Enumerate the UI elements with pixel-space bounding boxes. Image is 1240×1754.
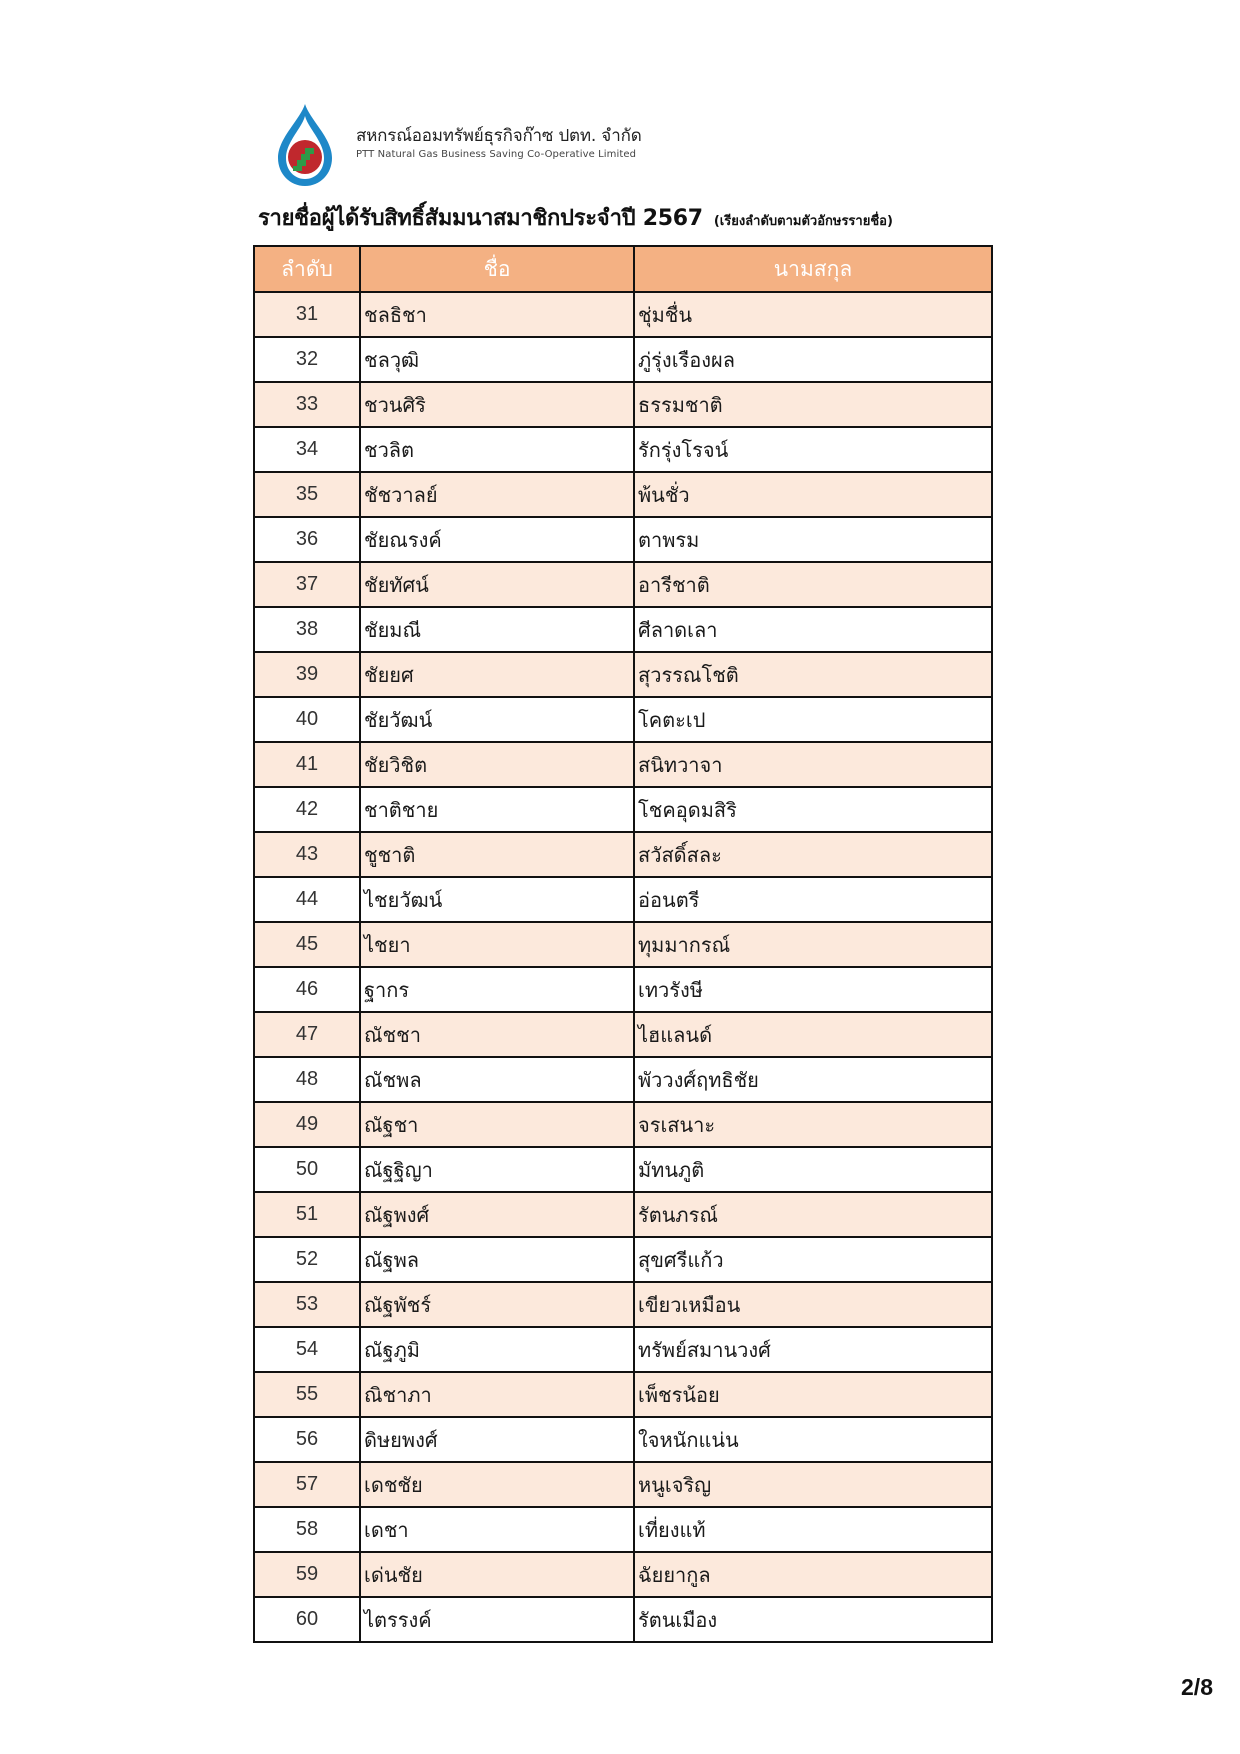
org-name-english: PTT Natural Gas Business Saving Co-Operative Limited: [356, 149, 637, 160]
table-row: [254, 1102, 992, 1147]
column-header-number: ลำดับ: [254, 246, 360, 292]
table-row: [254, 652, 992, 697]
table-row: [254, 1057, 992, 1102]
table-row: [254, 1417, 992, 1462]
member-roster-table: [253, 245, 993, 1643]
first-name-cell: ชลวุฒิ: [360, 337, 634, 382]
column-header-last-name: นามสกุล: [634, 246, 992, 292]
first-name-cell: เดชชัย: [360, 1462, 634, 1507]
first-name-cell: ชัยณรงค์: [360, 517, 634, 562]
table-row: [254, 337, 992, 382]
table-row: [254, 1597, 992, 1642]
first-name-cell: ณัฐภูมิ: [360, 1327, 634, 1372]
last-name-cell: รัตนเมือง: [634, 1597, 992, 1642]
document-title: [258, 200, 1018, 235]
row-number-cell: 43: [254, 832, 360, 877]
first-name-cell: ไชยวัฒน์: [360, 877, 634, 922]
first-name-cell: ณัชพล: [360, 1057, 634, 1102]
table-row: [254, 1147, 992, 1192]
first-name-cell: เด่นชัย: [360, 1552, 634, 1597]
row-number-cell: 38: [254, 607, 360, 652]
row-number-cell: 50: [254, 1147, 360, 1192]
table-row: [254, 1507, 992, 1552]
last-name-cell: ฉัยยากูล: [634, 1552, 992, 1597]
table-row: [254, 472, 992, 517]
last-name-cell: ใจหนักแน่น: [634, 1417, 992, 1462]
table-body: [254, 292, 992, 1642]
first-name-cell: ชัยทัศน์: [360, 562, 634, 607]
first-name-cell: ชัชวาลย์: [360, 472, 634, 517]
first-name-cell: ณัฐชา: [360, 1102, 634, 1147]
table-row: [254, 697, 992, 742]
org-header: [268, 100, 988, 192]
table-row: [254, 1327, 992, 1372]
row-number-cell: 42: [254, 787, 360, 832]
first-name-cell: ชัยมณี: [360, 607, 634, 652]
last-name-cell: พ้นชั่ว: [634, 472, 992, 517]
last-name-cell: สวัสดิ์สละ: [634, 832, 992, 877]
first-name-cell: ณัฐพงศ์: [360, 1192, 634, 1237]
cooperative-logo-icon: [272, 102, 338, 188]
last-name-cell: ตาพรม: [634, 517, 992, 562]
table-row: [254, 562, 992, 607]
table-row: [254, 1192, 992, 1237]
row-number-cell: 44: [254, 877, 360, 922]
first-name-cell: ไตรรงค์: [360, 1597, 634, 1642]
first-name-cell: ฐากร: [360, 967, 634, 1012]
table-row: [254, 517, 992, 562]
table-row: [254, 1552, 992, 1597]
column-header-first-name: ชื่อ: [360, 246, 634, 292]
first-name-cell: ชัยวัฒน์: [360, 697, 634, 742]
row-number-cell: 53: [254, 1282, 360, 1327]
first-name-cell: เดชา: [360, 1507, 634, 1552]
row-number-cell: 39: [254, 652, 360, 697]
table-row: [254, 742, 992, 787]
first-name-cell: ณัฐพล: [360, 1237, 634, 1282]
last-name-cell: พัววงศ์ฤทธิชัย: [634, 1057, 992, 1102]
first-name-cell: ชาติชาย: [360, 787, 634, 832]
row-number-cell: 37: [254, 562, 360, 607]
last-name-cell: รัตนภรณ์: [634, 1192, 992, 1237]
last-name-cell: เทวรังษี: [634, 967, 992, 1012]
row-number-cell: 46: [254, 967, 360, 1012]
row-number-cell: 32: [254, 337, 360, 382]
first-name-cell: ไชยา: [360, 922, 634, 967]
table-row: [254, 832, 992, 877]
row-number-cell: 47: [254, 1012, 360, 1057]
row-number-cell: 35: [254, 472, 360, 517]
first-name-cell: ดิษยพงศ์: [360, 1417, 634, 1462]
row-number-cell: 55: [254, 1372, 360, 1417]
first-name-cell: ณัชชา: [360, 1012, 634, 1057]
last-name-cell: เที่ยงแท้: [634, 1507, 992, 1552]
last-name-cell: สุวรรณโชติ: [634, 652, 992, 697]
table-row: [254, 1282, 992, 1327]
row-number-cell: 54: [254, 1327, 360, 1372]
first-name-cell: ณิชาภา: [360, 1372, 634, 1417]
table-row: [254, 1237, 992, 1282]
last-name-cell: โชคอุดมสิริ: [634, 787, 992, 832]
first-name-cell: ชวลิต: [360, 427, 634, 472]
row-number-cell: 49: [254, 1102, 360, 1147]
first-name-cell: ชัยวิชิต: [360, 742, 634, 787]
last-name-cell: สนิทวาจา: [634, 742, 992, 787]
first-name-cell: ณัฐฐิญา: [360, 1147, 634, 1192]
org-name-thai: สหกรณ์ออมทรัพย์ธุรกิจก๊าซ ปตท. จำกัด: [356, 126, 642, 146]
last-name-cell: อ่อนตรี: [634, 877, 992, 922]
table-row: [254, 967, 992, 1012]
last-name-cell: ทรัพย์สมานวงศ์: [634, 1327, 992, 1372]
last-name-cell: เพ็ชรน้อย: [634, 1372, 992, 1417]
last-name-cell: ทุมมากรณ์: [634, 922, 992, 967]
last-name-cell: เขียวเหมือน: [634, 1282, 992, 1327]
row-number-cell: 58: [254, 1507, 360, 1552]
first-name-cell: ชวนศิริ: [360, 382, 634, 427]
last-name-cell: ธรรมชาติ: [634, 382, 992, 427]
row-number-cell: 52: [254, 1237, 360, 1282]
first-name-cell: ชูชาติ: [360, 832, 634, 877]
table-row: [254, 1462, 992, 1507]
last-name-cell: ภู่รุ่งเรืองผล: [634, 337, 992, 382]
row-number-cell: 33: [254, 382, 360, 427]
first-name-cell: ชัยยศ: [360, 652, 634, 697]
table-row: [254, 382, 992, 427]
table-row: [254, 292, 992, 337]
last-name-cell: ไฮแลนด์: [634, 1012, 992, 1057]
row-number-cell: 31: [254, 292, 360, 337]
row-number-cell: 48: [254, 1057, 360, 1102]
table-row: [254, 607, 992, 652]
last-name-cell: มัทนภูติ: [634, 1147, 992, 1192]
page-number: 2/8: [1181, 1674, 1213, 1700]
table-row: [254, 877, 992, 922]
row-number-cell: 60: [254, 1597, 360, 1642]
title-subtitle: (เรียงลำดับตามตัวอักษรรายชื่อ): [713, 214, 893, 229]
table-header-row: [254, 246, 992, 292]
last-name-cell: รักรุ่งโรจน์: [634, 427, 992, 472]
last-name-cell: ชุ่มชื่น: [634, 292, 992, 337]
table-row: [254, 427, 992, 472]
title-main: รายชื่อผู้ได้รับสิทธิ์สัมมนาสมาชิกประจำปี 2567: [258, 206, 703, 231]
row-number-cell: 51: [254, 1192, 360, 1237]
table-row: [254, 787, 992, 832]
last-name-cell: สุขศรีแก้ว: [634, 1237, 992, 1282]
row-number-cell: 41: [254, 742, 360, 787]
row-number-cell: 40: [254, 697, 360, 742]
row-number-cell: 59: [254, 1552, 360, 1597]
last-name-cell: จรเสนาะ: [634, 1102, 992, 1147]
row-number-cell: 56: [254, 1417, 360, 1462]
last-name-cell: ศีลาดเลา: [634, 607, 992, 652]
row-number-cell: 57: [254, 1462, 360, 1507]
first-name-cell: ณัฐพัชร์: [360, 1282, 634, 1327]
row-number-cell: 36: [254, 517, 360, 562]
table-row: [254, 1012, 992, 1057]
row-number-cell: 34: [254, 427, 360, 472]
last-name-cell: อารีชาติ: [634, 562, 992, 607]
row-number-cell: 45: [254, 922, 360, 967]
table-row: [254, 1372, 992, 1417]
last-name-cell: โคตะเป: [634, 697, 992, 742]
first-name-cell: ชลธิชา: [360, 292, 634, 337]
last-name-cell: หนูเจริญ: [634, 1462, 992, 1507]
table-row: [254, 922, 992, 967]
